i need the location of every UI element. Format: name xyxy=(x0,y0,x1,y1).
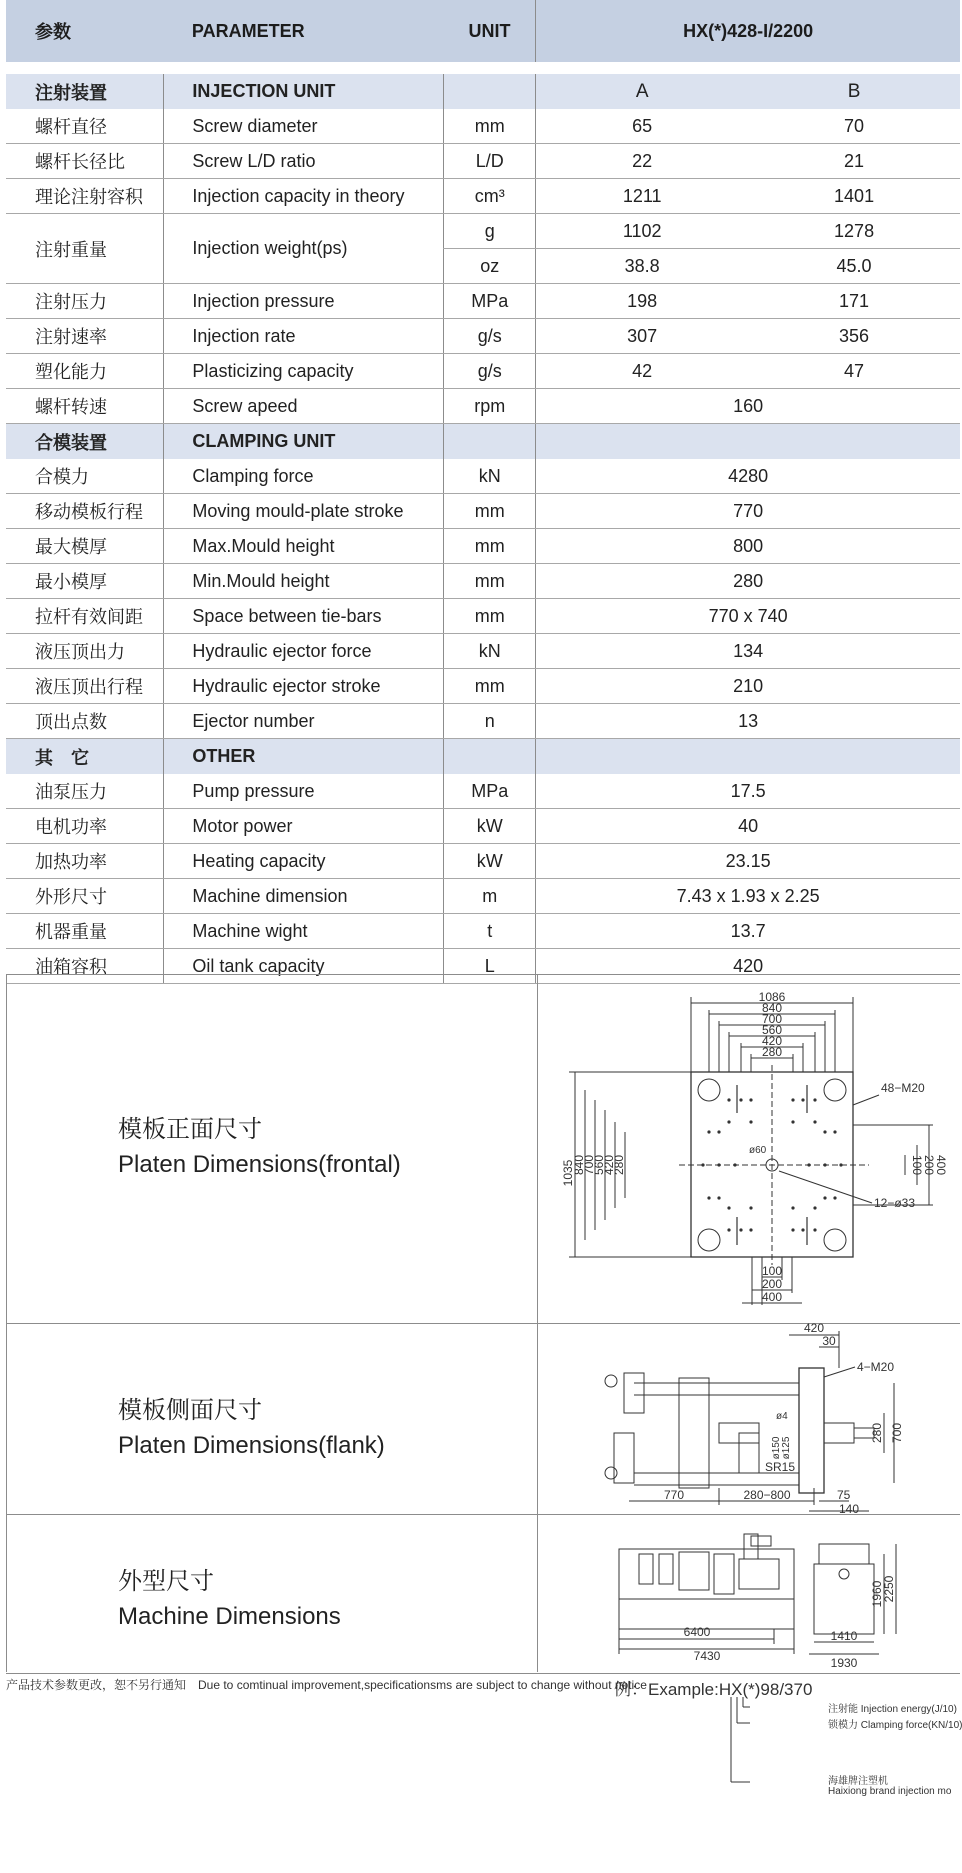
model-name: HX(*)428-I/2200 xyxy=(536,0,960,62)
machine-l7430: 7430 xyxy=(693,1649,721,1663)
legend-injection-energy: 注射能 Injection energy(J/10) xyxy=(828,1704,957,1715)
drawing-row-frontal xyxy=(6,975,960,1324)
section-other xyxy=(6,739,960,775)
frontal-b2: 200 xyxy=(761,1277,783,1291)
frontal-w4: 560 xyxy=(761,1023,783,1037)
flank-d125: ø125 xyxy=(781,1436,792,1460)
frontal-r3: 400 xyxy=(934,1154,948,1176)
flank-t1: 420 xyxy=(803,1321,825,1335)
table-row: 螺杆转速 Screw apeed rpm 160 xyxy=(6,389,960,424)
table-row: 注射速率 Injection rate g/s 307 356 xyxy=(6,319,960,354)
frontal-h4: 560 xyxy=(592,1154,606,1176)
flank-b770: 770 xyxy=(663,1488,685,1502)
disclaimer-note: 产品技术参数更改，恕不另行通知 Due to comtinual improvement,specificationsms are subject to change without notice xyxy=(6,1678,647,1692)
table-row: 液压顶出行程 Hydraulic ejector stroke mm 210 xyxy=(6,669,960,704)
legend-brand-cn: 海雄牌注塑机 xyxy=(828,1776,888,1787)
section-cn: 其 它 xyxy=(6,739,164,775)
frontal-w2: 840 xyxy=(761,1001,783,1015)
section-en: CLAMPING UNIT xyxy=(164,424,444,460)
flank-b280: 280−800 xyxy=(743,1488,791,1502)
spec-table xyxy=(6,0,960,984)
frontal-h1: 1035 xyxy=(561,1159,575,1187)
platen-frontal-drawing xyxy=(539,975,960,1323)
table-row: 电机功率 Motor power kW 40 xyxy=(6,809,960,844)
machine-l6400: 6400 xyxy=(683,1625,711,1639)
machine-outline-drawing xyxy=(539,1514,960,1672)
table-row: 外形尺寸 Machine dimension m 7.43 x 1.93 x 2.25 xyxy=(6,879,960,914)
frontal-h2: 840 xyxy=(572,1154,586,1176)
frontal-caption-en: Platen Dimensions(frontal) xyxy=(118,1151,401,1178)
frontal-r1: 100 xyxy=(910,1154,924,1176)
machine-caption-en: Machine Dimensions xyxy=(118,1603,341,1630)
frontal-h5: 420 xyxy=(602,1154,616,1176)
flank-sr: SR15 xyxy=(765,1460,796,1474)
frontal-h3: 700 xyxy=(582,1154,596,1176)
header-cn: 参数 xyxy=(6,0,164,62)
table-row: 理论注射容积 Injection capacity in theory cm³ 1211 1401 xyxy=(6,179,960,214)
frontal-h6: 280 xyxy=(612,1154,626,1176)
table-row: 液压顶出力 Hydraulic ejector force kN 134 xyxy=(6,634,960,669)
frontal-hole-spec: 48−M20 xyxy=(881,1081,925,1095)
frontal-w3: 700 xyxy=(761,1012,783,1026)
flank-d4: ø4 xyxy=(776,1411,788,1422)
machine-caption-cn: 外型尺寸 xyxy=(118,1568,214,1595)
example-leader-lines xyxy=(730,1697,750,1802)
flank-v280: 280 xyxy=(870,1422,884,1444)
header-unit: UNIT xyxy=(444,0,536,62)
table-header xyxy=(6,0,960,62)
flank-caption-en: Platen Dimensions(flank) xyxy=(118,1432,385,1459)
frontal-w6: 280 xyxy=(761,1045,783,1059)
column-a-label: A xyxy=(536,74,748,109)
machine-h2250: 2250 xyxy=(882,1575,896,1603)
frontal-b3: 400 xyxy=(761,1290,783,1304)
table-row: 拉杆有效间距 Space between tie-bars mm 770 x 740 xyxy=(6,599,960,634)
table-row: 螺杆长径比 Screw L/D ratio L/D 22 21 xyxy=(6,144,960,179)
drawing-row-flank xyxy=(6,1323,960,1515)
table-row: 注射重量 Injection weight(ps) g 1102 1278 xyxy=(6,214,960,249)
section-clamping xyxy=(6,424,960,460)
table-row: 注射压力 Injection pressure MPa 198 171 xyxy=(6,284,960,319)
flank-b140: 140 xyxy=(839,1502,860,1516)
platen-flank-drawing xyxy=(539,1323,960,1514)
drawing-row-machine xyxy=(6,1514,960,1672)
table-row: 机器重量 Machine wight t 13.7 xyxy=(6,914,960,949)
flank-m20: 4−M20 xyxy=(857,1360,895,1374)
table-row: oz 38.8 45.0 xyxy=(6,249,960,284)
flank-b75: 75 xyxy=(837,1488,851,1502)
machine-w1410: 1410 xyxy=(830,1629,858,1643)
section-cn: 注射装置 xyxy=(6,74,164,109)
frontal-b1: 100 xyxy=(761,1264,783,1278)
table-row: 油箱容积 Oil tank capacity L 420 xyxy=(6,949,960,984)
machine-w1930: 1930 xyxy=(830,1656,858,1670)
table-row: 顶出点数 Ejector number n 13 xyxy=(6,704,960,739)
table-row: 最大模厚 Max.Mould height mm 800 xyxy=(6,529,960,564)
machine-h1960: 1960 xyxy=(870,1580,884,1608)
frontal-phi60: ø60 xyxy=(749,1145,767,1156)
section-en: OTHER xyxy=(164,739,444,775)
header-en: PARAMETER xyxy=(164,0,444,62)
table-row: 合模力 Clamping force kN 4280 xyxy=(6,459,960,494)
table-row: 螺杆直径 Screw diameter mm 65 70 xyxy=(6,109,960,144)
legend-clamping-force: 锁模力 Clamping force(KN/10) xyxy=(828,1720,962,1731)
frontal-w1: 1086 xyxy=(758,990,786,1004)
drawings-panel xyxy=(6,974,960,1674)
section-injection xyxy=(6,74,960,109)
table-row: 塑化能力 Plasticizing capacity g/s 42 47 xyxy=(6,354,960,389)
section-en: INJECTION UNIT xyxy=(164,74,444,109)
frontal-r2: 200 xyxy=(922,1154,936,1176)
section-cn: 合模装置 xyxy=(6,424,164,460)
frontal-caption-cn: 模板正面尺寸 xyxy=(118,1116,262,1143)
column-b-label: B xyxy=(748,74,960,109)
table-row: 油泵压力 Pump pressure MPa 17.5 xyxy=(6,774,960,809)
table-row: 加热功率 Heating capacity kW 23.15 xyxy=(6,844,960,879)
model-example: 例：Example:HX(*)98/370 xyxy=(614,1680,813,1699)
flank-d150: ø150 xyxy=(771,1436,782,1460)
frontal-w5: 420 xyxy=(761,1034,783,1048)
flank-t2: 30 xyxy=(822,1334,836,1348)
flank-v700: 700 xyxy=(890,1422,904,1444)
legend-brand-en: Haixiong brand injection mo xyxy=(828,1786,952,1797)
table-row: 最小模厚 Min.Mould height mm 280 xyxy=(6,564,960,599)
frontal-holes12: 12−ø33 xyxy=(874,1196,916,1210)
table-row: 移动模板行程 Moving mould-plate stroke mm 770 xyxy=(6,494,960,529)
flank-caption-cn: 模板侧面尺寸 xyxy=(118,1397,262,1424)
